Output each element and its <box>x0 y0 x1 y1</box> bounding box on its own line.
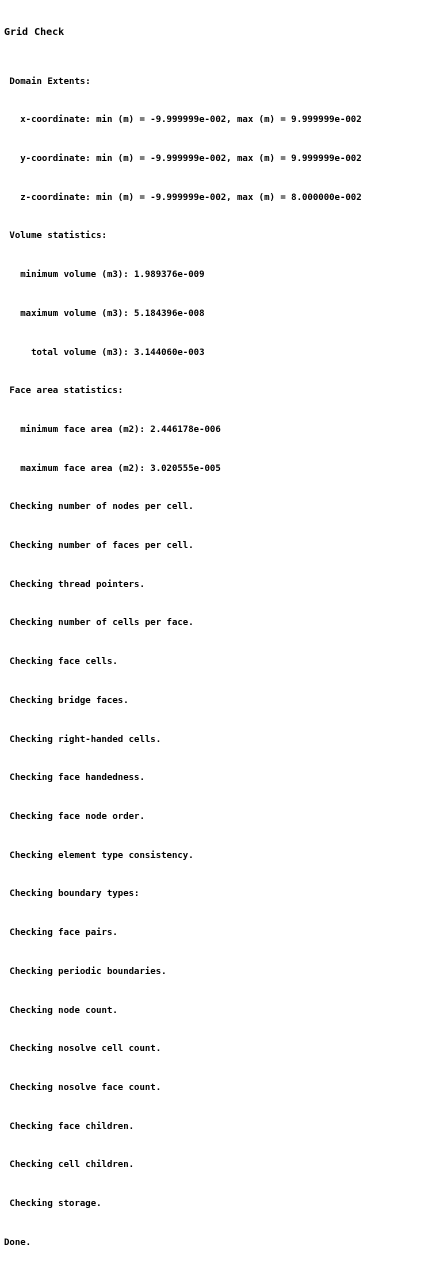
console-line: Checking storage. <box>4 1199 102 1210</box>
console-line: Checking periodic boundaries. <box>4 966 167 977</box>
console-title: Grid Check <box>4 26 65 38</box>
console-line: Checking nosolve face count. <box>4 1082 162 1093</box>
console-line: Checking node count. <box>4 1005 118 1016</box>
console-line: Checking element type consistency. <box>4 850 194 861</box>
console-line: Domain Extents: <box>4 76 91 87</box>
console-line: y-coordinate: min (m) = -9.999999e-002, max (m) = 9.999999e-002 <box>4 154 362 165</box>
console-line-done: Done. <box>4 1237 32 1248</box>
console-line: Checking number of faces per cell. <box>4 541 194 552</box>
console-line: Checking face node order. <box>4 811 145 822</box>
console-line: minimum face area (m2): 2.446178e-006 <box>4 424 221 435</box>
console-line: Checking cell children. <box>4 1160 135 1171</box>
console-line: maximum face area (m2): 3.020555e-005 <box>4 463 221 474</box>
console-output <box>4 0 444 1248</box>
console-line: total volume (m3): 3.144060e-003 <box>4 347 205 358</box>
console-line: Checking face cells. <box>4 657 118 668</box>
console-line: Checking bridge faces. <box>4 695 129 706</box>
console-line: Checking face children. <box>4 1121 135 1132</box>
console-line: minimum volume (m3): 1.989376e-009 <box>4 270 205 281</box>
console-line: x-coordinate: min (m) = -9.999999e-002, max (m) = 9.999999e-002 <box>4 115 362 126</box>
console-line: maximum volume (m3): 5.184396e-008 <box>4 308 205 319</box>
console-line: Checking thread pointers. <box>4 579 145 590</box>
console-line: Face area statistics: <box>4 386 124 397</box>
console-line: Checking number of cells per face. <box>4 618 194 629</box>
console-line: z-coordinate: min (m) = -9.999999e-002, max (m) = 8.000000e-002 <box>4 192 362 203</box>
console-line: Checking number of nodes per cell. <box>4 502 194 513</box>
console-line: Checking face pairs. <box>4 928 118 939</box>
console-line: Volume statistics: <box>4 231 107 242</box>
console-line: Checking nosolve cell count. <box>4 1044 162 1055</box>
console-line: Checking boundary types: <box>4 889 140 900</box>
console-line: Checking right-handed cells. <box>4 734 162 745</box>
console-line: Checking face handedness. <box>4 773 145 784</box>
